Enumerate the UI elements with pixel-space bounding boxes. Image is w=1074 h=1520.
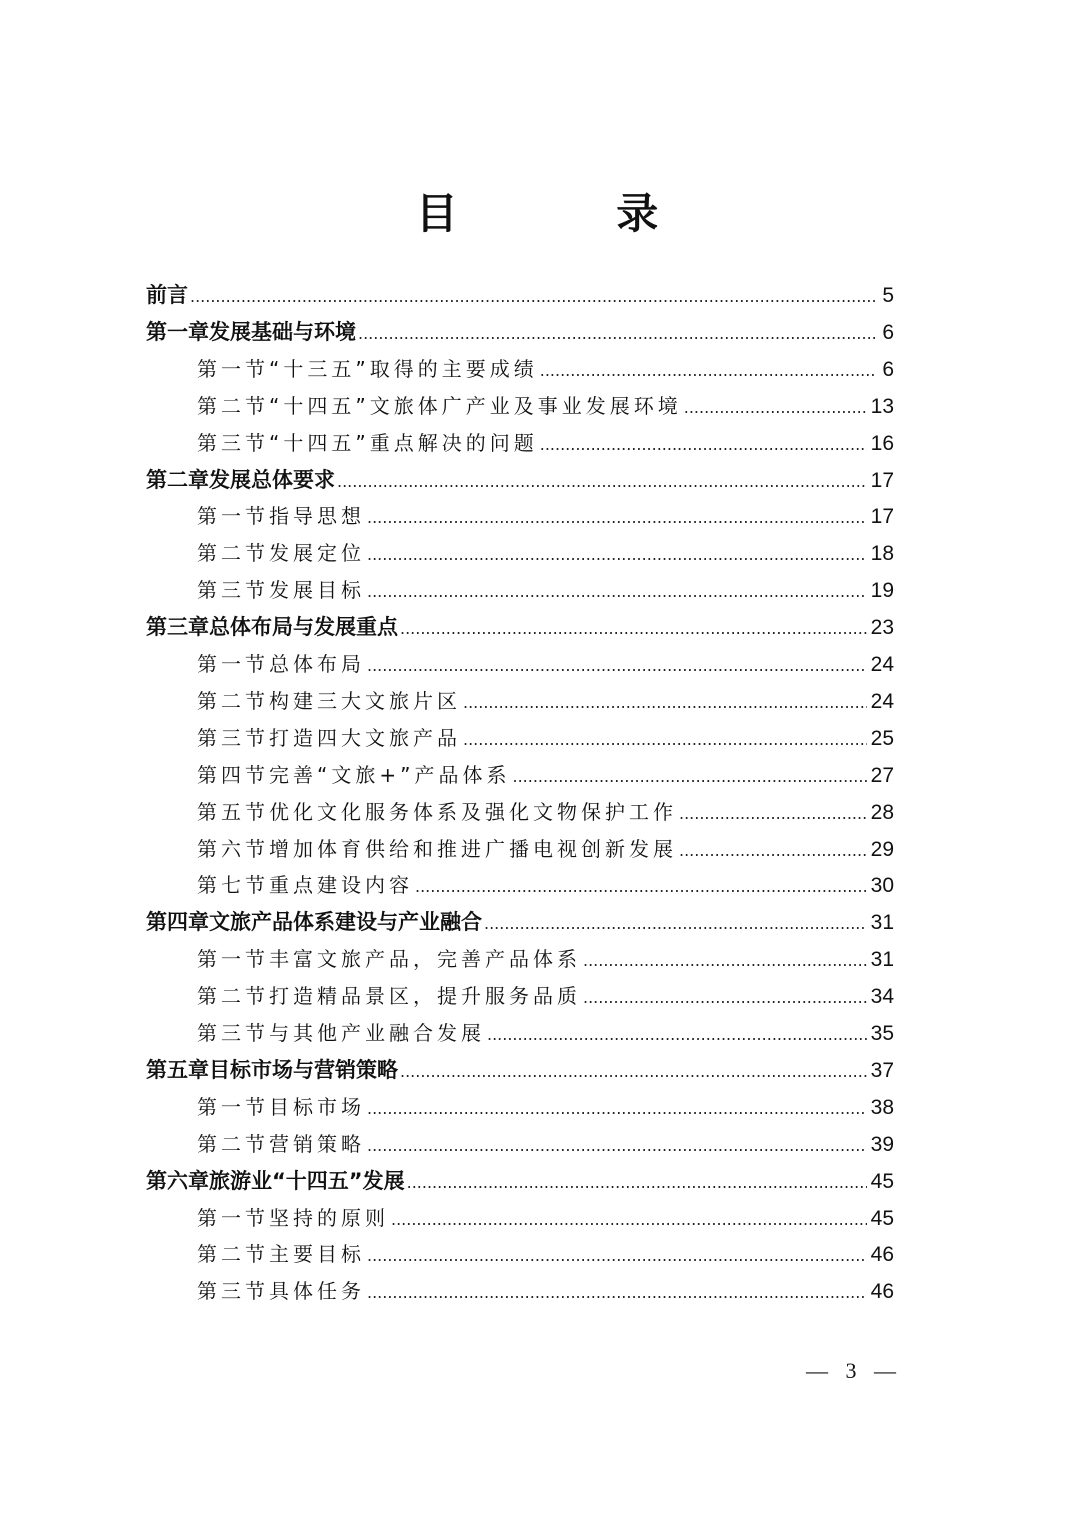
- toc-entry-page-number: 13: [870, 395, 894, 418]
- toc-entry-section[interactable]: [197, 978, 894, 1014]
- toc-entry-page-number: 17: [870, 505, 894, 528]
- toc-entry-label: 第七节重点建设内容: [197, 873, 413, 897]
- toc-entry-label: 第二节打造精品景区，提升服务品质: [197, 984, 581, 1008]
- toc-entry-label: 第二节营销策略: [197, 1132, 365, 1156]
- toc-entry-section[interactable]: [197, 831, 894, 867]
- toc-dot-leader: [391, 1202, 867, 1238]
- toc-entry-section[interactable]: [197, 535, 894, 571]
- toc-entry-page-number: 38: [870, 1096, 894, 1119]
- toc-entry-section[interactable]: [197, 941, 894, 977]
- toc-entry-section[interactable]: [197, 388, 894, 424]
- toc-entry-chapter[interactable]: [146, 462, 894, 498]
- toc-dot-leader: [679, 833, 867, 869]
- toc-entry-section[interactable]: [197, 1126, 894, 1162]
- toc-dot-leader: [358, 316, 876, 352]
- toc-entry-chapter[interactable]: [146, 1052, 894, 1088]
- toc-dot-leader: [407, 1165, 867, 1201]
- toc-entry-page-number: 19: [870, 579, 894, 602]
- toc-dot-leader: [367, 1275, 867, 1311]
- toc-entry-section[interactable]: [197, 867, 894, 903]
- toc-dot-leader: [367, 648, 867, 684]
- toc-entry-page-number: 45: [870, 1170, 894, 1193]
- toc-dot-leader: [415, 869, 867, 905]
- toc-entry-page-number: 39: [870, 1133, 894, 1156]
- toc-entry-label: 第三章总体布局与发展重点: [146, 615, 398, 639]
- toc-dot-leader: [400, 611, 867, 647]
- toc-dot-leader: [400, 1054, 867, 1090]
- toc-entry-label: 第一节丰富文旅产品，完善产品体系: [197, 947, 581, 971]
- toc-entry-label: 第五章目标市场与营销策略: [146, 1058, 398, 1082]
- toc-dot-leader: [367, 574, 867, 610]
- toc-entry-label: 第一节坚持的原则: [197, 1206, 389, 1230]
- toc-entry-label: 第三节“十四五”重点解决的问题: [197, 431, 538, 455]
- toc-entry-section[interactable]: [197, 498, 894, 534]
- toc-entry-page-number: 27: [870, 764, 894, 787]
- toc-entry-page-number: 29: [870, 838, 894, 861]
- toc-entry-label: 第一节“十三五”取得的主要成绩: [197, 357, 538, 381]
- toc-dot-leader: [190, 279, 876, 315]
- toc-dot-leader: [367, 1128, 867, 1164]
- toc-entry-label: 第五节优化文化服务体系及强化文物保护工作: [197, 800, 677, 824]
- toc-entry-page-number: 31: [870, 911, 894, 934]
- toc-entry-chapter[interactable]: [146, 609, 894, 645]
- toc-entry-label: 前言: [146, 283, 188, 307]
- toc-entry-page-number: 23: [870, 616, 894, 639]
- toc-dot-leader: [367, 1238, 867, 1274]
- toc-dot-leader: [463, 722, 867, 758]
- toc-entry-chapter[interactable]: [146, 277, 894, 313]
- toc-dot-leader: [512, 759, 866, 795]
- toc-entry-label: 第一节指导思想: [197, 504, 365, 528]
- toc-entry-page-number: 37: [870, 1059, 894, 1082]
- toc-entry-label: 第四章文旅产品体系建设与产业融合: [146, 910, 482, 934]
- toc-entry-section[interactable]: [197, 683, 894, 719]
- toc-entry-page-number: 6: [882, 321, 894, 344]
- toc-entry-page-number: 25: [870, 727, 894, 750]
- toc-entry-section[interactable]: [197, 1015, 894, 1051]
- toc-entry-chapter[interactable]: [146, 1163, 894, 1199]
- toc-entry-chapter[interactable]: [146, 314, 894, 350]
- toc-entry-page-number: 24: [870, 690, 894, 713]
- toc-entry-section[interactable]: [197, 720, 894, 756]
- toc-dot-leader: [684, 390, 867, 426]
- toc-dot-leader: [367, 1091, 867, 1127]
- toc-entry-page-number: 46: [870, 1243, 894, 1266]
- toc-entry-label: 第二节构建三大文旅片区: [197, 689, 461, 713]
- toc-entry-label: 第二节主要目标: [197, 1242, 365, 1266]
- toc-dot-leader: [367, 537, 867, 573]
- toc-dot-leader: [540, 353, 876, 389]
- toc-entry-page-number: 46: [870, 1280, 894, 1303]
- page-number: — 3 —: [806, 1358, 902, 1383]
- toc-entry-label: 第六节增加体育供给和推进广播电视创新发展: [197, 837, 677, 861]
- toc-entry-page-number: 30: [870, 874, 894, 897]
- toc-entry-label: 第一节总体布局: [197, 652, 365, 676]
- toc-entry-label: 第一章发展基础与环境: [146, 320, 356, 344]
- toc-entry-section[interactable]: [197, 794, 894, 830]
- toc-entry-section[interactable]: [197, 646, 894, 682]
- toc-entry-page-number: 45: [870, 1207, 894, 1230]
- toc-entry-label: 第三节具体任务: [197, 1279, 365, 1303]
- toc-dot-leader: [367, 500, 867, 536]
- toc-dot-leader: [463, 685, 867, 721]
- toc-dot-leader: [337, 464, 867, 500]
- toc-entry-label: 第二章发展总体要求: [146, 468, 335, 492]
- toc-entry-section[interactable]: [197, 1273, 894, 1309]
- toc-entry-label: 第二节发展定位: [197, 541, 365, 565]
- toc-entry-page-number: 35: [870, 1022, 894, 1045]
- toc-entry-label: 第三节与其他产业融合发展: [197, 1021, 485, 1045]
- toc-entry-page-number: 17: [870, 469, 894, 492]
- toc-entry-label: 第四节完善“文旅+”产品体系: [197, 763, 511, 787]
- toc-entry-section[interactable]: [197, 1200, 894, 1236]
- toc-dot-leader: [484, 906, 867, 942]
- toc-entry-section[interactable]: [197, 425, 894, 461]
- toc-entry-page-number: 6: [882, 358, 894, 381]
- toc-dot-leader: [583, 980, 867, 1016]
- toc-entry-label: 第六章旅游业“十四五”发展: [146, 1169, 405, 1193]
- toc-dot-leader: [540, 427, 867, 463]
- toc-entry-label: 第三节打造四大文旅产品: [197, 726, 461, 750]
- toc-dot-leader: [583, 943, 867, 979]
- toc-entry-label: 第三节发展目标: [197, 578, 365, 602]
- toc-entry-label: 第一节目标市场: [197, 1095, 365, 1119]
- toc-entry-section[interactable]: [197, 1089, 894, 1125]
- toc-entry-section[interactable]: [197, 757, 894, 793]
- toc-entry-section[interactable]: [197, 351, 894, 387]
- toc-entry-page-number: 34: [870, 985, 894, 1008]
- toc-entry-label: 第二节“十四五”文旅体广产业及事业发展环境: [197, 394, 682, 418]
- toc-entry-page-number: 31: [870, 948, 894, 971]
- toc-entry-chapter[interactable]: [146, 904, 894, 940]
- toc-entry-page-number: 24: [870, 653, 894, 676]
- toc-entry-page-number: 5: [882, 284, 894, 307]
- toc-entry-section[interactable]: [197, 1236, 894, 1272]
- toc-dot-leader: [487, 1017, 867, 1053]
- toc-entry-page-number: 28: [870, 801, 894, 824]
- toc-entry-page-number: 16: [870, 432, 894, 455]
- toc-dot-leader: [679, 796, 867, 832]
- page-title: 目 录: [415, 189, 731, 238]
- toc-entry-section[interactable]: [197, 572, 894, 608]
- toc-entry-page-number: 18: [870, 542, 894, 565]
